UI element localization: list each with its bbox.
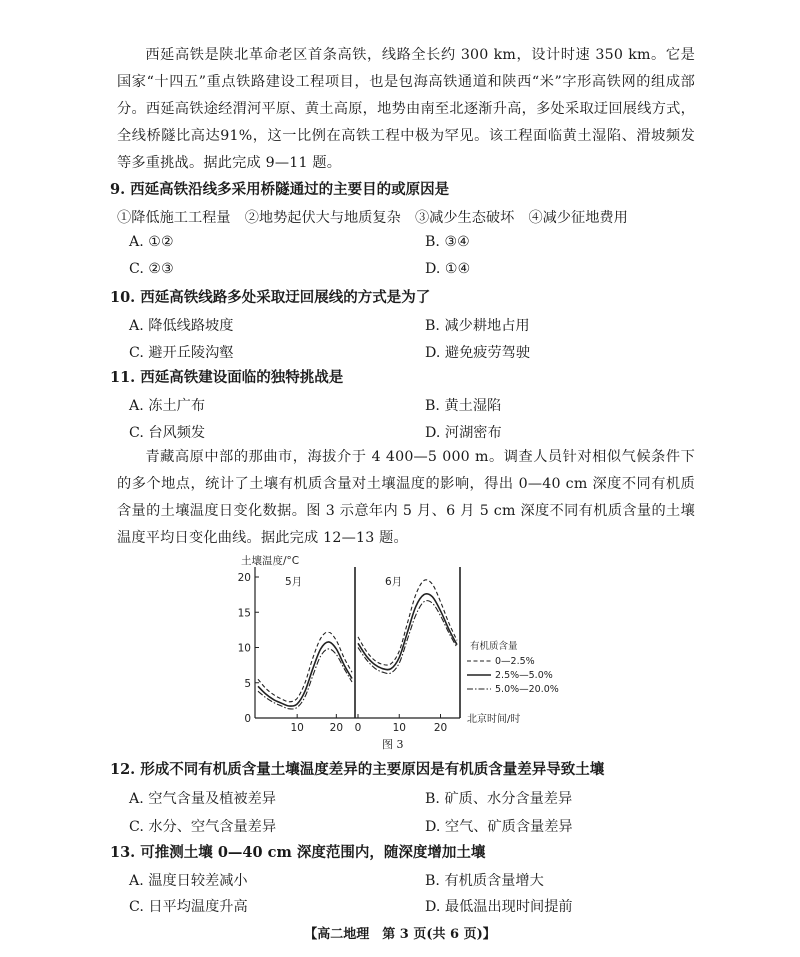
question-11-option-a[interactable]: A. 冻土广布 <box>129 398 206 414</box>
y-tick-label: 5 <box>244 677 251 690</box>
y-tick-label: 20 <box>237 572 251 584</box>
passage-1-line: 成 9—11 题。 <box>246 155 342 171</box>
question-13-option-b[interactable]: B. 有机质含量增大 <box>425 873 544 889</box>
panel-label: 5月 <box>285 576 303 588</box>
x-tick-label: 20 <box>329 722 344 734</box>
chart-labels <box>238 554 559 734</box>
x-tick-label: 10 <box>392 722 406 734</box>
figure-caption: 图 3 <box>382 738 404 751</box>
question-13-option-d[interactable]: D. 最低温出现时间提前 <box>425 899 573 915</box>
x-tick-label: 0 <box>354 722 362 734</box>
passage-2-line: 青藏高原中部的那曲市，海拔介于 4 400—5 000 m。调查人员针对相似气候条件下的多个 <box>117 449 695 492</box>
page-footer: 【高二地理 第 3 页(共 6 页)】 <box>304 927 496 942</box>
passage-1-line: 西延高铁是陕北革命老区首条高铁，线路全长约 300 km，设计时速 350 km。它是国家“十 <box>117 47 695 90</box>
question-10-option-c[interactable]: C. 避开丘陵沟壑 <box>129 345 234 361</box>
series-line-1-dashed <box>358 580 457 665</box>
y-tick-label: 0 <box>244 713 251 725</box>
question-12-option-a[interactable]: A. 空气含量及植被差异 <box>129 791 276 807</box>
legend-label: 0—2.5% <box>495 656 535 667</box>
soil-temperature-chart <box>225 552 575 737</box>
question-13-option-a[interactable]: A. 温度日较差减小 <box>129 873 248 889</box>
question-13-stem: 13. 可推测土壤 0—40 cm 深度范围内，随深度增加土壤 <box>110 844 486 861</box>
y-tick-label: 10 <box>237 642 251 655</box>
question-9-stem: 9. 西延高铁沿线多采用桥隧通过的主要目的或原因是 <box>110 181 450 198</box>
series-line-0-dotdash <box>258 649 352 709</box>
x-axis-label: 北京时间/时 <box>467 714 521 725</box>
y-tick-label: 15 <box>237 607 251 620</box>
question-12-option-c[interactable]: C. 水分、空气含量差异 <box>129 819 277 835</box>
question-11-option-d[interactable]: D. 河湖密布 <box>425 425 502 441</box>
passage-2-line: 度日变化数据。图 3 示意年内 5 月、6 月 5 cm 深度不同有机质含量的土壤温度平均日变化曲 <box>117 503 695 546</box>
question-10-option-d[interactable]: D. 避免疲劳驾驶 <box>425 345 531 361</box>
x-tick-label: 20 <box>433 722 448 734</box>
question-12-stem: 12. 形成不同有机质含量土壤温度差异的主要原因是有机质含量差异导致土壤 <box>110 761 605 778</box>
question-12-option-d[interactable]: D. 空气、矿质含量差异 <box>425 819 573 835</box>
passage-1 <box>117 42 695 177</box>
passage-2-line: 线。据此完成 12—13 题。 <box>232 530 408 546</box>
panel-label: 6月 <box>385 576 403 588</box>
question-9-option-a[interactable]: A. ①② <box>129 234 174 250</box>
question-9-option-d[interactable]: D. ①④ <box>425 261 471 277</box>
question-11-option-b[interactable]: B. 黄土湿陷 <box>425 398 502 414</box>
question-13-option-c[interactable]: C. 日平均温度升高 <box>129 899 248 915</box>
question-10-stem: 10. 西延高铁线路多处采取迂回展线的方式是为了 <box>110 289 431 306</box>
question-9-statements: ①降低施工工程量 ②地势起伏大与地质复杂 ③减少生态破坏 ④减少征地费用 <box>117 210 628 226</box>
question-9-option-b[interactable]: B. ③④ <box>425 234 470 250</box>
question-9-option-c[interactable]: C. ②③ <box>129 261 174 277</box>
question-10-option-a[interactable]: A. 降低线路坡度 <box>129 318 234 334</box>
legend-label: 5.0%—20.0% <box>495 684 559 695</box>
passage-1-line: 四五”重点铁路建设工程项目，也是包海高铁通道和陕西“米”字形高铁网的组成部分。西延高 <box>117 74 695 117</box>
x-tick-label: 10 <box>290 722 304 734</box>
question-11-stem: 11. 西延高铁建设面临的独特挑战是 <box>110 369 344 386</box>
question-10-option-b[interactable]: B. 减少耕地占用 <box>425 318 530 334</box>
passage-2-line: 地点，统计了土壤有机质含量对土壤温度的影响，得出 0—40 cm 深度不同有机质含量的土壤温 <box>117 476 695 519</box>
legend-label: 2.5%—5.0% <box>495 670 553 681</box>
passage-2 <box>117 444 695 552</box>
passage-1-line: 91%，这一比例在高铁工程中极为罕见。该工程面临黄土湿陷、滑坡频发等多重挑战。据此完 <box>117 128 696 171</box>
y-axis-label: 土壤温度/°C <box>241 555 300 567</box>
question-12-option-b[interactable]: B. 矿质、水分含量差异 <box>425 791 573 807</box>
legend-title: 有机质含量 <box>470 641 518 652</box>
question-11-option-c[interactable]: C. 台风频发 <box>129 425 206 441</box>
passage-1-line: 铁途经渭河平原、黄土高原，地势由南至北逐渐升高，多处采取迂回展线方式，全线桥隧比高达 <box>117 101 695 144</box>
chart-series-group <box>258 580 457 709</box>
